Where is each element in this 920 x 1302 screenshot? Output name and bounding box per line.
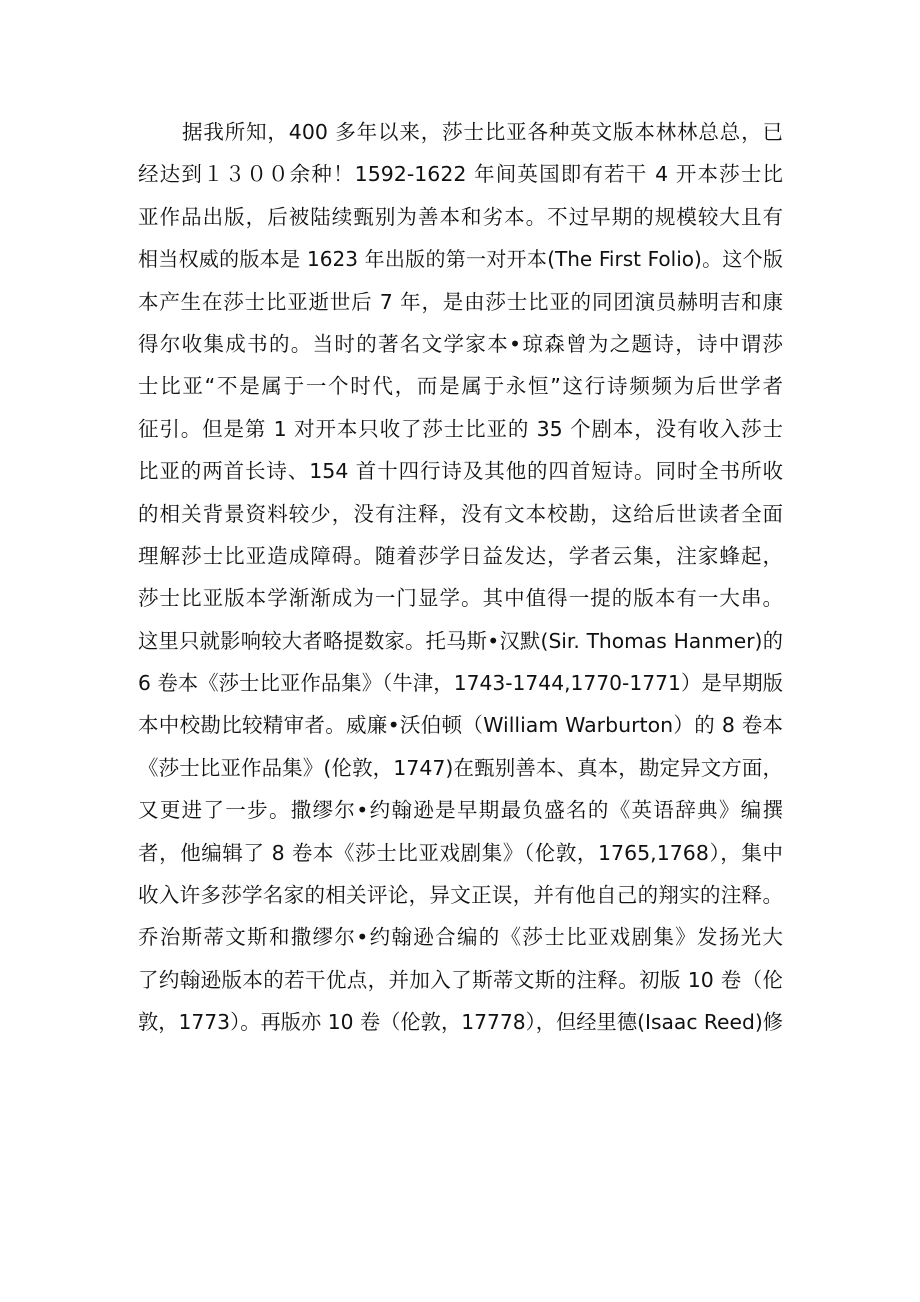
paragraph-line: 本中校勘比较精审者。威廉•沃伯顿（William Warburton）的 8 卷本 (138, 713, 783, 738)
paragraph-line: 相当权威的版本是 1623 年出版的第一对开本(The First Folio)。这个版 (138, 247, 783, 272)
paragraph-line: 乔治斯蒂文斯和撒缪尔•约翰逊合编的《莎士比亚戏剧集》发扬光大 (138, 925, 783, 950)
paragraph-line: 本产生在莎士比亚逝世后 7 年，是由莎士比亚的同团演员赫明吉和康 (138, 289, 783, 314)
paragraph-line: 莎士比亚版本学渐渐成为一门显学。其中值得一提的版本有一大串。 (138, 586, 783, 611)
paragraph-line: 比亚的两首长诗、154 首十四行诗及其他的四首短诗。同时全书所收 (138, 459, 783, 484)
paragraph-line: 又更进了一步。撒缪尔•约翰逊是早期最负盛名的《英语辞典》编撰 (138, 798, 783, 823)
paragraph-line: 得尔收集成书的。当时的著名文学家本•琼森曾为之题诗，诗中谓莎 (138, 331, 783, 356)
paragraph-line: 征引。但是第 1 对开本只收了莎士比亚的 35 个剧本，没有收入莎士 (138, 416, 783, 441)
paragraph-line: 了约翰逊版本的若干优点，并加入了斯蒂文斯的注释。初版 10 卷（伦 (138, 967, 783, 992)
paragraph-line: 经达到１３００余种！1592-1622 年间英国即有若干 4 开本莎士比 (138, 162, 783, 187)
paragraph-line: 亚作品出版，后被陆续甄别为善本和劣本。不过早期的规模较大且有 (138, 204, 783, 229)
paragraph-line: 据我所知，400 多年以来，莎士比亚各种英文版本林林总总，已 (182, 120, 783, 144)
paragraph-line: 士比亚“不是属于一个时代，而是属于永恒”这行诗频频为后世学者 (138, 374, 783, 399)
paragraph-line: 《莎士比亚作品集》(伦敦，1747)在甄别善本、真本，勘定异文方面， (138, 755, 783, 780)
paragraph-line: 理解莎士比亚造成障碍。随着莎学日益发达，学者云集，注家蜂起， (138, 543, 783, 568)
paragraph-line: 敦，1773）。再版亦 10 卷（伦敦，17778），但经里德(Isaac Reed)修 (138, 1010, 783, 1035)
paragraph-line: 这里只就影响较大者略提数家。托马斯•汉默(Sir. Thomas Hanmer)的 (138, 628, 783, 653)
paragraph-line: 的相关背景资料较少，没有注释，没有文本校勘，这给后世读者全面 (138, 501, 783, 526)
paragraph-line: 6 卷本《莎士比亚作品集》（牛津，1743-1744,1770-1771）是早期版 (138, 671, 783, 696)
paragraph-line: 者，他编辑了 8 卷本《莎士比亚戏剧集》（伦敦，1765,1768），集中 (138, 840, 783, 865)
body-paragraph (138, 111, 783, 1044)
paragraph-line: 收入许多莎学名家的相关评论，异文正误，并有他自己的翔实的注释。 (138, 883, 783, 908)
